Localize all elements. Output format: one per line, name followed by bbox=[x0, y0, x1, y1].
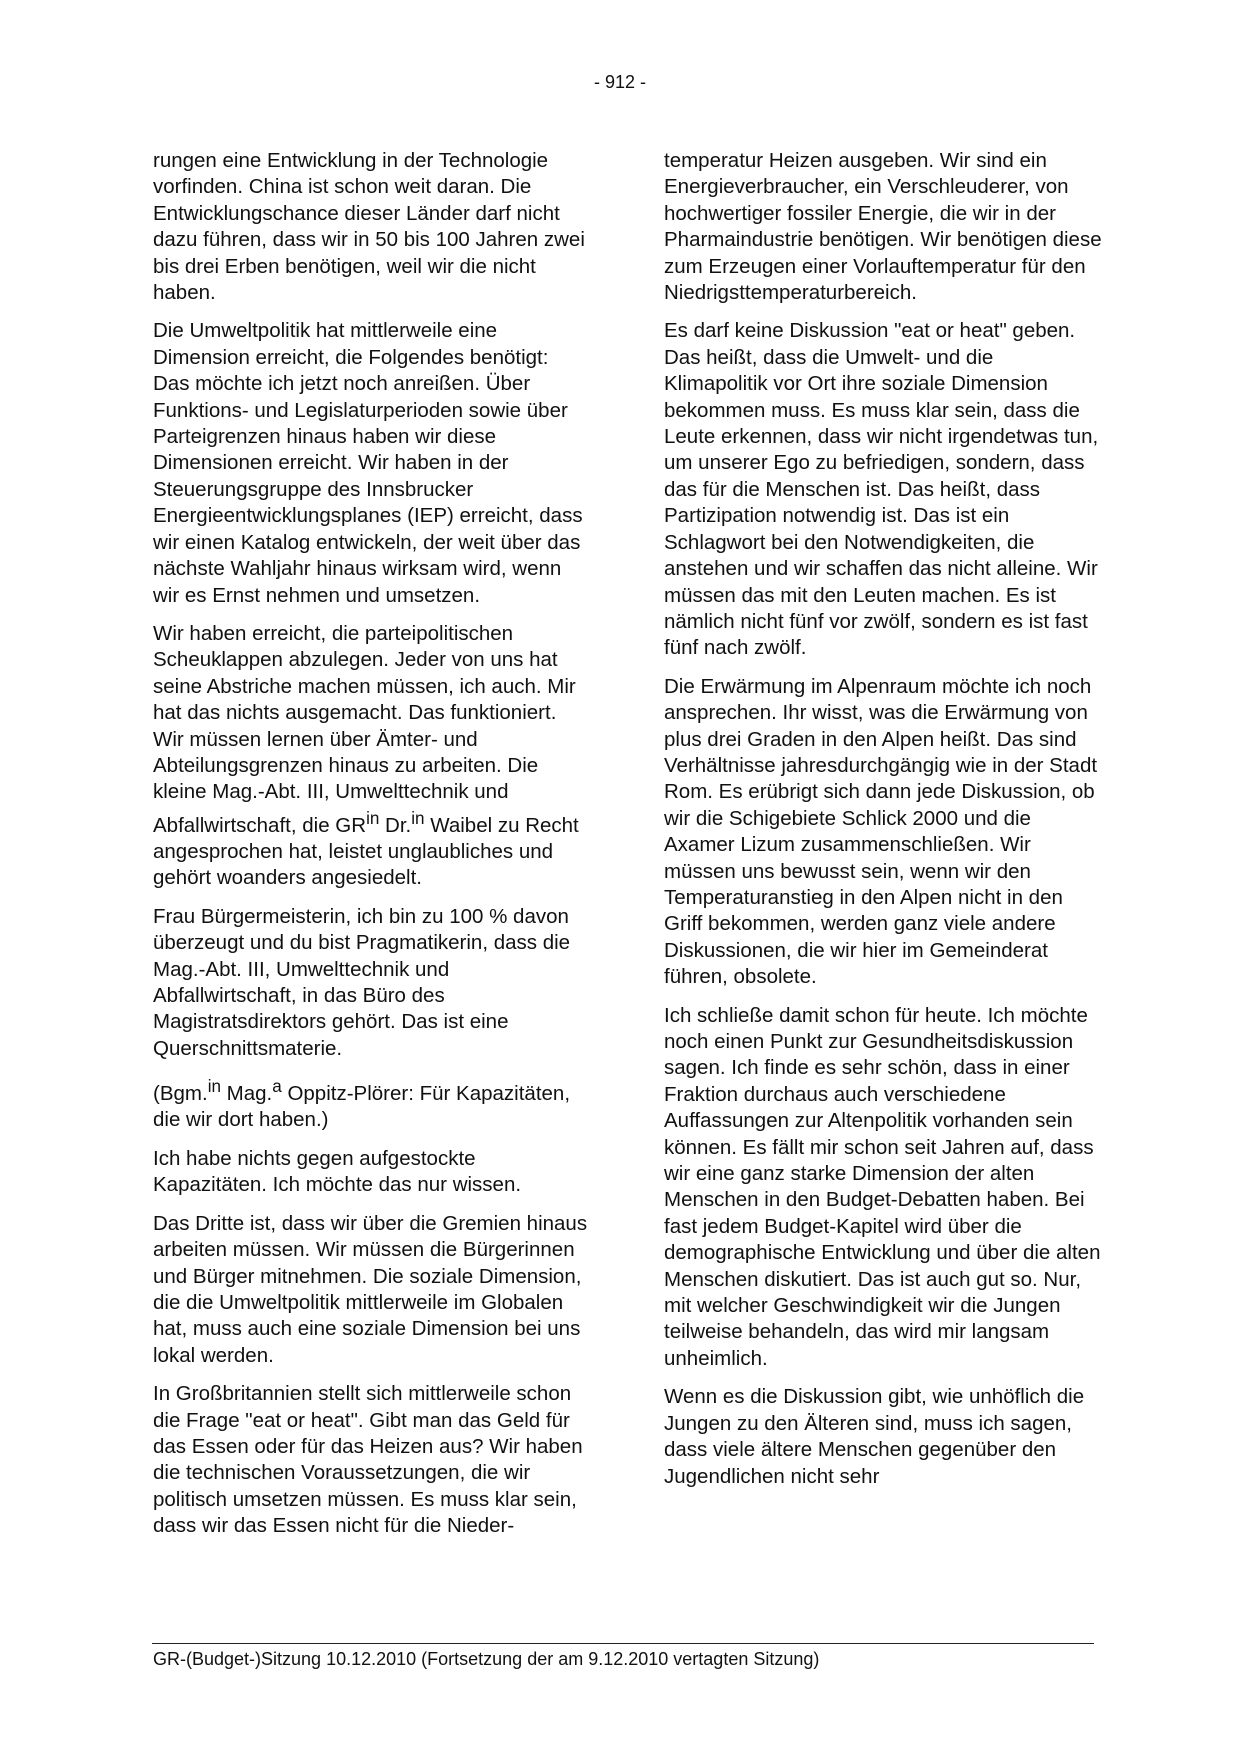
superscript: in bbox=[207, 1077, 221, 1097]
paragraph: Die Erwärmung im Alpenraum möchte ich noch ansprechen. Ihr wisst, was die Erwärmung von plus drei Graden in den Alpen heißt. Das sind Verhältnisse jahresdurchgängig wie in der Stadt Rom. Es erübrigt sich dann jede Diskussion, ob wir die Schigebiete Schlick 2000 und die Axamer Lizum zusammenschließen. Wir müssen uns bewusst sein, wenn wir den Temperaturanstieg in den Alpen nicht in den Griff bekommen, werden ganz viele andere Diskussionen, die wir hier im Gemeinderat führen, obsolete. bbox=[664, 674, 1098, 989]
paragraph: Frau Bürgermeisterin, ich bin zu 100 % davon überzeugt und du bist Pragmatikerin, dass die Mag.-Abt. III, Umwelttechnik und Abfallwirtschaft, in das Büro des Magistratsdirektors gehört. Das ist eine Querschnittsmaterie. bbox=[153, 904, 571, 1060]
paragraph: Die Umweltpolitik hat mittlerweile eine Dimension erreicht, die Folgendes benötigt: Das möchte ich jetzt noch anreißen. Über Funktions- und Legislaturperioden sowie über Parteigrenzen hinaus haben wir diese Dimensionen erreicht. Wir haben in der Steuerungsgruppe des Innsbrucker Energieentwicklungsplanes (IEP) erreicht, dass wir einen Katalog entwickeln, der weit über das nächste Wahljahr hinaus wirksam wird, wenn wir es Ernst nehmen und umsetzen. bbox=[153, 319, 583, 607]
paragraph: Ich schließe damit schon für heute. Ich möchte noch einen Punkt zur Gesundheitsdiskussion sagen. Ich finde es sehr schön, dass in einer Fraktion durchaus auch verschiedene Auffassungen zur Altenpolitik vorhanden sein können. Es fällt mir schon seit Jahren auf, dass wir eine ganz starke Dimension der alten Menschen in den Budget-Debatten haben. Bei fast jedem Budget-Kapitel wird über die demographische Entwicklung und über die alten Menschen diskutiert. Das ist auch gut so. Nur, mit welcher Geschwindigkeit wir die Jungen teilweise behandeln, das wird mir langsam unheimlich. bbox=[664, 1003, 1101, 1370]
paragraph: Ich habe nichts gegen aufgestockte Kapazitäten. Ich möchte das nur wissen. bbox=[153, 1146, 522, 1197]
paragraph: Das Dritte ist, dass wir über die Gremien hinaus arbeiten müssen. Wir müssen die Bürgerinnen und Bürger mitnehmen. Die soziale Dimension, die die Umweltpolitik mittlerweile im Globalen hat, muss auch eine soziale Dimension bei uns lokal werden. bbox=[153, 1211, 588, 1367]
paragraph bbox=[153, 621, 589, 892]
paragraph: Wenn es die Diskussion gibt, wie unhöflich die Jungen zu den Älteren sind, muss ich sagen, dass viele ältere Menschen gegenüber den Jugendlichen nicht sehr bbox=[664, 1385, 1085, 1488]
paragraph: rungen eine Entwicklung in der Technologie vorfinden. China ist schon weit daran. Die Entwicklungschance dieser Länder darf nicht dazu führen, dass wir in 50 bis 100 Jahren zwei bis drei Erben benötigen, weil wir die nicht haben. bbox=[153, 149, 585, 305]
text-run: Waibel zu Recht angesprochen hat, leistet unglaubliches und gehört woanders angesiedelt. bbox=[153, 813, 579, 890]
paragraph: In Großbritannien stellt sich mittlerweile schon die Frage "eat or heat". Gibt man das Geld für das Essen oder für das Heizen aus? Wir haben die technischen Voraussetzungen, die wir politisch umsetzen müssen. Es muss klar sein, dass wir das Essen nicht für die Nieder- bbox=[153, 1382, 583, 1538]
paragraph: temperatur Heizen ausgeben. Wir sind ein Energieverbraucher, ein Verschleuderer, von hochwertiger fossiler Energie, die wir in der Pharmaindustrie benötigen. Wir benötigen diese zum Erzeugen einer Vorlauftemperatur für den Niedrigsttemperaturbereich. bbox=[664, 149, 1102, 305]
interjection bbox=[153, 1074, 589, 1134]
text-run: Dr. bbox=[379, 813, 412, 837]
paragraph: Es darf keine Diskussion "eat or heat" geben. Das heißt, dass die Umwelt- und die Klimapolitik vor Ort ihre soziale Dimension bekommen muss. Es muss klar sein, dass die Leute erkennen, dass wir nicht irgendetwas tun, um unserer Ego zu befriedigen, sondern, dass das für die Menschen ist. Das heißt, dass Partizipation notwendig ist. Das ist ein Schlagwort bei den Notwendigkeiten, die anstehen und wir schaffen das nicht alleine. Wir müssen das mit den Leuten machen. Es ist nämlich nicht fünf vor zwölf, sondern es ist fast fünf nach zwölf. bbox=[664, 319, 1099, 660]
superscript: a bbox=[272, 1077, 282, 1097]
superscript: in bbox=[411, 808, 425, 828]
right-column bbox=[664, 148, 1102, 1502]
text-run: (Bgm. bbox=[153, 1082, 208, 1106]
footer-text: GR-(Budget-)Sitzung 10.12.2010 (Fortsetzung der am 9.12.2010 vertagten Sitzung) bbox=[153, 1649, 820, 1669]
footer-divider bbox=[152, 1643, 1094, 1644]
page-number: - 912 - bbox=[593, 72, 647, 92]
superscript: in bbox=[366, 808, 380, 828]
left-column bbox=[153, 148, 589, 1552]
text-run: Oppitz-Plörer: Für Kapazitäten, die wir dort haben.) bbox=[153, 1082, 571, 1132]
text-run: Wir haben erreicht, die parteipolitischen Scheuklappen abzulegen. Jeder von uns hat seine Abstriche machen müssen, ich auch. Mir hat das nichts ausgemacht. Das funktioniert. Wir müssen lernen über Ämter- und Abteilungsgrenzen hinaus zu arbeiten. Die kleine Mag.-Abt. III, Umwelttechnik und Abfallwirtschaft, die GR bbox=[153, 621, 576, 837]
text-run: Mag. bbox=[220, 1082, 273, 1106]
